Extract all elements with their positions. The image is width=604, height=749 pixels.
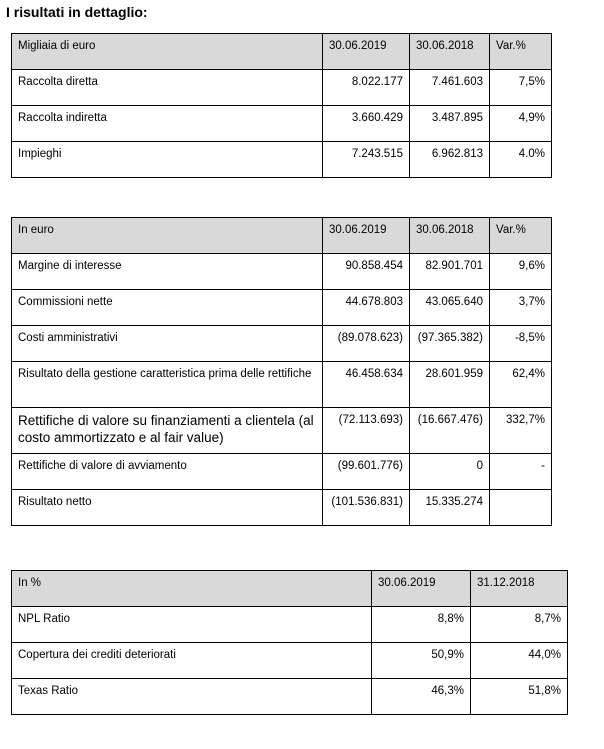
table-row: [12, 106, 552, 142]
row-label: Risultato della gestione caratteristica prima delle rettifiche: [12, 362, 323, 408]
table-conto-economico: [11, 217, 552, 526]
row-label: Raccolta indiretta: [12, 106, 323, 142]
value-cell: 51,8%: [471, 679, 568, 715]
row-label: Commissioni nette: [12, 290, 323, 326]
value-cell: 8,7%: [471, 607, 568, 643]
value-cell: 50,9%: [372, 643, 471, 679]
header-cell: 31.12.2018: [471, 571, 568, 607]
header-cell: Migliaia di euro: [12, 34, 323, 70]
value-cell: 46.458.634: [323, 362, 410, 408]
header-cell: 30.06.2018: [410, 218, 490, 254]
value-cell: 6.962.813: [410, 142, 490, 178]
value-cell: 62,4%: [490, 362, 552, 408]
value-cell: [490, 490, 552, 526]
table-row: [12, 290, 552, 326]
row-label: Margine di interesse: [12, 254, 323, 290]
table-row: [12, 408, 552, 454]
row-label: Rettifiche di valore di avviamento: [12, 454, 323, 490]
section-title: I risultati in dettaglio:: [6, 4, 148, 20]
value-cell: 4.0%: [490, 142, 552, 178]
value-cell: 28.601.959: [410, 362, 490, 408]
table-row: [12, 607, 568, 643]
value-cell: (97.365.382): [410, 326, 490, 362]
value-cell: 8.022.177: [323, 70, 410, 106]
row-label: Costi amministrativi: [12, 326, 323, 362]
value-cell: (101.536.831): [323, 490, 410, 526]
value-cell: (16.667.476): [410, 408, 490, 454]
table-header-row: [12, 34, 552, 70]
table-row: [12, 490, 552, 526]
value-cell: 46,3%: [372, 679, 471, 715]
value-cell: 7.243.515: [323, 142, 410, 178]
value-cell: 0: [410, 454, 490, 490]
value-cell: 7.461.603: [410, 70, 490, 106]
value-cell: (99.601.776): [323, 454, 410, 490]
value-cell: -: [490, 454, 552, 490]
row-label: Risultato netto: [12, 490, 323, 526]
value-cell: 44.678.803: [323, 290, 410, 326]
header-cell: Var.%: [490, 218, 552, 254]
row-label: Raccolta diretta: [12, 70, 323, 106]
value-cell: 15.335.274: [410, 490, 490, 526]
value-cell: 82.901.701: [410, 254, 490, 290]
table-row: [12, 70, 552, 106]
value-cell: 9,6%: [490, 254, 552, 290]
table-raccolta-impieghi: [11, 33, 552, 178]
value-cell: 8,8%: [372, 607, 471, 643]
table-row: [12, 326, 552, 362]
table-header-row: [12, 571, 568, 607]
value-cell: (72.113.693): [323, 408, 410, 454]
value-cell: 3,7%: [490, 290, 552, 326]
value-cell: 3.487.895: [410, 106, 490, 142]
value-cell: 332,7%: [490, 408, 552, 454]
table-row: [12, 142, 552, 178]
value-cell: (89.078.623): [323, 326, 410, 362]
header-cell: In euro: [12, 218, 323, 254]
table-header-row: [12, 218, 552, 254]
row-label: Impieghi: [12, 142, 323, 178]
header-cell: 30.06.2019: [372, 571, 471, 607]
row-label: Texas Ratio: [12, 679, 372, 715]
table-indicatori: [11, 570, 568, 715]
header-cell: Var.%: [490, 34, 552, 70]
row-label: Rettifiche di valore su finanziamenti a clientela (al costo ammortizzato e al fair value): [12, 408, 323, 454]
header-cell: 30.06.2019: [323, 34, 410, 70]
value-cell: 43.065.640: [410, 290, 490, 326]
header-cell: 30.06.2018: [410, 34, 490, 70]
table-row: [12, 643, 568, 679]
row-label: NPL Ratio: [12, 607, 372, 643]
header-cell: In %: [12, 571, 372, 607]
row-label: Copertura dei crediti deteriorati: [12, 643, 372, 679]
table-row: [12, 254, 552, 290]
value-cell: -8,5%: [490, 326, 552, 362]
table-row: [12, 362, 552, 408]
table-row: [12, 454, 552, 490]
header-cell: 30.06.2019: [323, 218, 410, 254]
value-cell: 90.858.454: [323, 254, 410, 290]
value-cell: 44,0%: [471, 643, 568, 679]
value-cell: 3.660.429: [323, 106, 410, 142]
value-cell: 7,5%: [490, 70, 552, 106]
table-row: [12, 679, 568, 715]
value-cell: 4,9%: [490, 106, 552, 142]
